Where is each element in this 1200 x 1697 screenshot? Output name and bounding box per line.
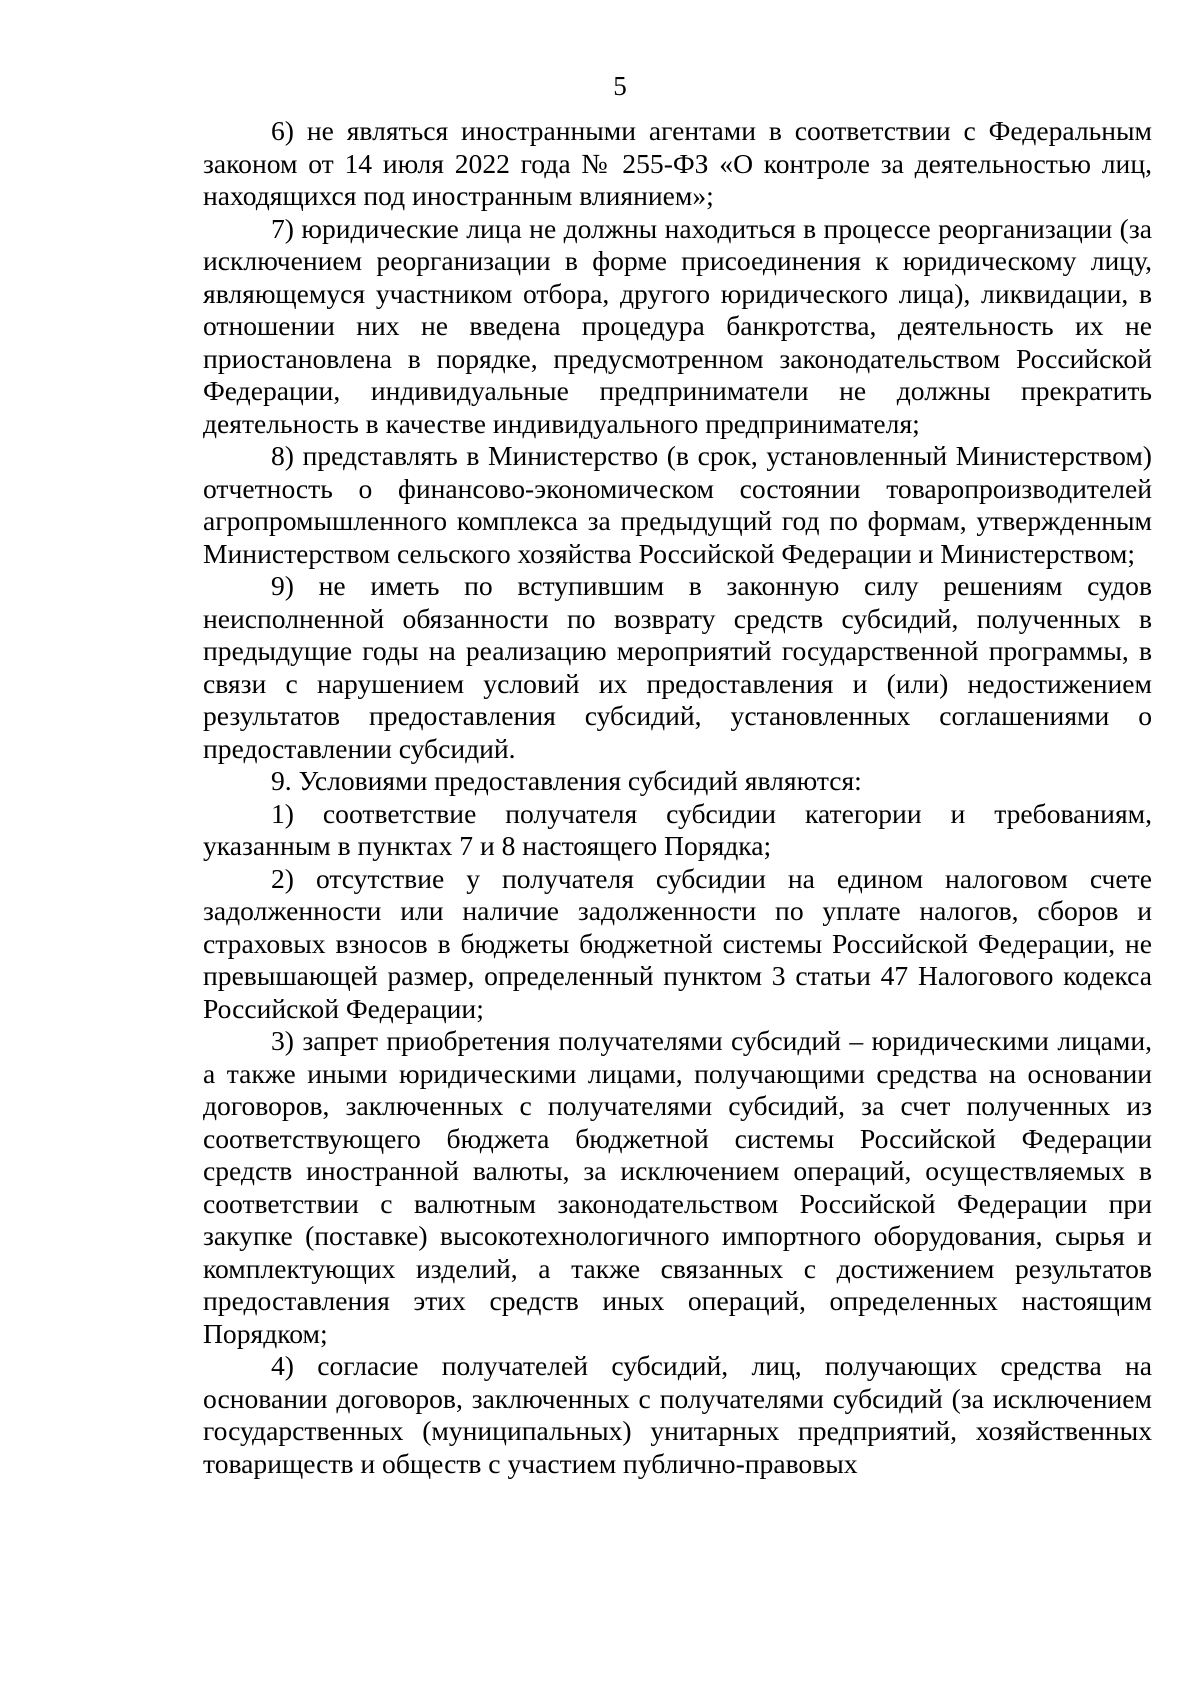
condition-item-2: 2) отсутствие у получателя субсидии на едином налоговом счете задолженности или наличие задолженности по уплате налогов, сборов и страховых взносов в бюджеты бюджетной системы Российской Федерации, не превышающей размер, определенный пунктом 3 статьи 47 Налогового кодекса Российской Федерации;	[203, 862, 1152, 1024]
condition-item-4: 4) согласие получателей субсидий, лиц, получающих средства на основании договоров, заключенных с получателями субсидий (за исключением государственных (муниципальных) унитарных предприятий, хозяйственных товариществ и обществ с участием публично-правовых	[203, 1350, 1152, 1479]
page-number: 5	[613, 71, 627, 101]
condition-item-3: 3) запрет приобретения получателями субсидий – юридическими лицами, а также иными юридическими лицами, получающими средства на основании договоров, заключенных с получателями субсидий, за счет полученных из соответствующего бюджета бюджетной системы Российской Федерации средств иностранной валюты, за исключением операций, осуществляемых в соответствии с валютным законодательством Российской Федерации при закупке (поставке) высокотехнологичного импортного оборудования, сырья и комплектующих изделий, а также связанных с достижением результатов предоставления этих средств иных операций, определенных настоящим Порядком;	[203, 1025, 1152, 1349]
paragraph-item-9: 9) не иметь по вступившим в законную силу решениям судов неисполненной обязанности по возврату средств субсидий, полученных в предыдущие годы на реализацию мероприятий государственной программы, в связи с нарушением условий их предоставления и (или) недостижением результатов предоставления субсидий, установленных соглашениями о предоставлении субсидий.	[203, 570, 1152, 764]
document-body	[203, 115, 1152, 1480]
condition-item-1: 1) соответствие получателя субсидии категории и требованиям, указанным в пунктах 7 и 8 настоящего Порядка;	[203, 797, 1152, 861]
paragraph-item-7: 7) юридические лица не должны находиться в процессе реорганизации (за исключением реорганизации в форме присоединения к юридическому лицу, являющемуся участником отбора, другого юридического лица), ликвидации, в отношении них не введена процедура банкротства, деятельность их не приостановлена в порядке, предусмотренном законодательством Российской Федерации, индивидуальные предприниматели не должны прекратить деятельность в качестве индивидуального предпринимателя;	[203, 212, 1152, 439]
paragraph-item-8: 8) представлять в Министерство (в срок, установленный Министерством) отчетность о финансово-экономическом состоянии товаропроизводителей агропромышленного комплекса за предыдущий год по формам, утвержденным Министерством сельского хозяйства Российской Федерации и Министерством;	[203, 440, 1152, 569]
paragraph-item-6: 6) не являться иностранными агентами в соответствии с Федеральным законом от 14 июля 2022 года № 255-ФЗ «О контроле за деятельностью лиц, находящихся под иностранным влиянием»;	[203, 115, 1152, 211]
section-heading-9: 9. Условиями предоставления субсидий являются:	[271, 765, 862, 796]
